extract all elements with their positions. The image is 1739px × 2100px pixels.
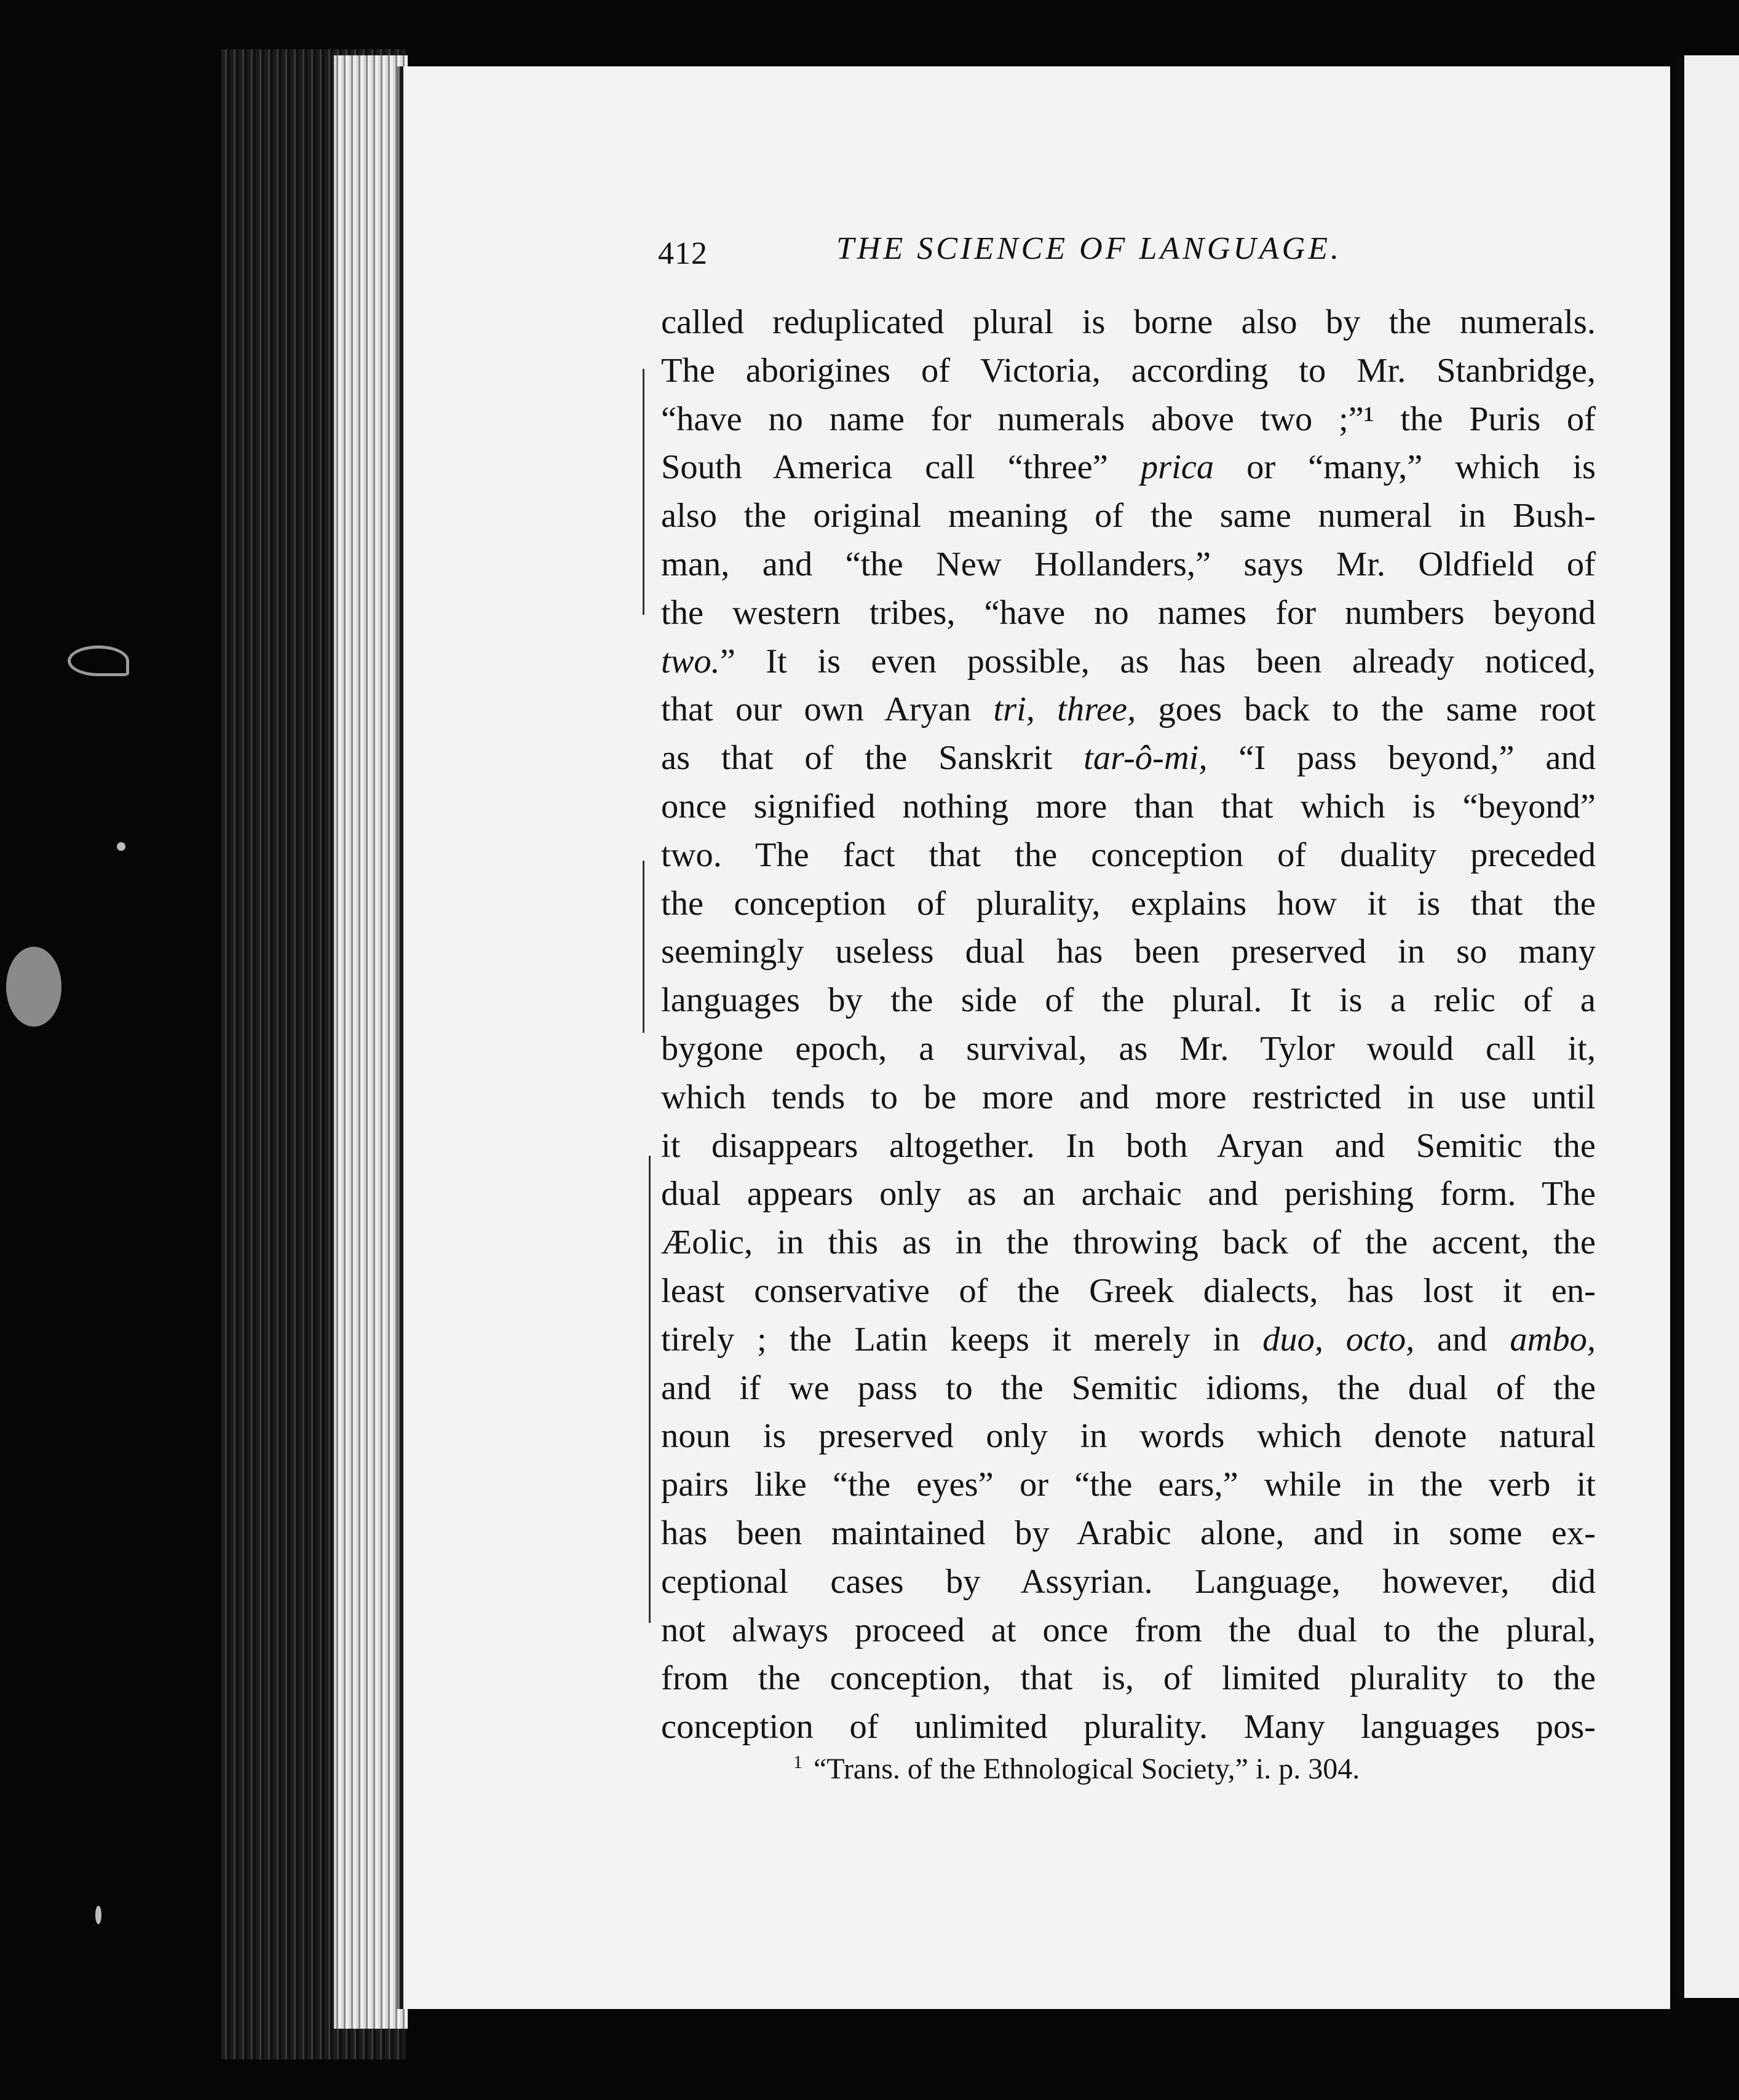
text-line — [661, 540, 1596, 589]
text-line — [661, 1025, 1596, 1073]
text-line — [661, 347, 1596, 395]
text-line — [661, 1170, 1596, 1218]
italic-segment: two. — [661, 642, 720, 681]
text-line — [661, 976, 1596, 1025]
text-line — [661, 1412, 1596, 1461]
text-line — [661, 492, 1596, 540]
text-segment: bygone epoch, a survival, as Mr. Tylor would call it, — [661, 1029, 1596, 1068]
text-segment: the conception of plurality, explains how it is that the — [661, 884, 1596, 923]
scan-speck — [117, 842, 125, 851]
text-line — [661, 928, 1596, 976]
page-header — [658, 231, 1593, 274]
text-segment: called reduplicated plural is borne also by the numerals. — [661, 303, 1596, 341]
text-segment: or “many,” which is — [1214, 448, 1596, 487]
text-line — [661, 831, 1596, 880]
text-segment: as that of the Sanskrit — [661, 739, 1084, 778]
margin-pencil-line — [643, 861, 644, 1033]
body-text — [661, 298, 1596, 1751]
margin-pencil-line — [643, 369, 644, 615]
text-segment: it disappears altogether. In both Aryan and Semitic the — [661, 1126, 1596, 1165]
italic-segment: prica — [1140, 448, 1214, 487]
footnote — [793, 1752, 1531, 1786]
text-segment: man, and “the New Hollanders,” says Mr. Oldfield of — [661, 545, 1596, 583]
text-segment: languages by the side of the plural. It is a relic of a — [661, 981, 1596, 1020]
text-segment: and if we pass to the Semitic idioms, the dual of the — [661, 1368, 1596, 1407]
text-line — [661, 734, 1596, 783]
text-line — [661, 589, 1596, 638]
scan-speck — [95, 1906, 101, 1924]
text-segment: dual appears only as an archaic and perishing form. The — [661, 1175, 1596, 1214]
text-segment: conception of unlimited plurality. Many languages pos- — [661, 1708, 1596, 1747]
text-segment: not always proceed at once from the dual to the plural, — [661, 1611, 1596, 1649]
text-line — [661, 1122, 1596, 1170]
text-segment: “have no name for numerals above two ;”¹ the Puris of — [661, 400, 1596, 438]
text-segment: “I pass beyond,” and — [1207, 739, 1596, 778]
text-segment: pairs like “the eyes” or “the ears,” while in the verb it — [661, 1466, 1596, 1504]
italic-segment: duo, octo, — [1262, 1320, 1415, 1359]
text-segment: which tends to be more and more restricted in use until — [661, 1078, 1596, 1116]
margin-pencil-line — [649, 1156, 651, 1623]
text-line — [661, 1073, 1596, 1122]
text-segment: noun is preserved only in words which denote natural — [661, 1417, 1596, 1456]
text-line — [661, 1267, 1596, 1316]
text-line — [661, 1654, 1596, 1703]
footnote-text: “Trans. of the Ethnological Society,” i. p. 304. — [814, 1753, 1360, 1785]
text-line — [661, 1316, 1596, 1364]
text-line — [661, 1606, 1596, 1655]
text-segment: least conservative of the Greek dialects, has lost it en- — [661, 1271, 1596, 1310]
scan-speck — [68, 645, 129, 676]
running-title: THE SCIENCE OF LANGUAGE. — [836, 231, 1342, 266]
text-line — [661, 1509, 1596, 1558]
text-line — [661, 880, 1596, 928]
text-segment: and — [1414, 1320, 1510, 1359]
text-segment: tirely ; the Latin keeps it merely in — [661, 1320, 1263, 1359]
text-segment: has been maintained by Arabic alone, and in some ex- — [661, 1514, 1596, 1552]
text-line — [661, 1703, 1596, 1751]
text-segment: the western tribes, “have no names for numbers beyond — [661, 593, 1596, 632]
text-line — [661, 1364, 1596, 1413]
text-line — [661, 443, 1596, 492]
text-segment: two. The fact that the conception of duality preceded — [661, 835, 1596, 874]
text-line — [661, 1558, 1596, 1606]
text-line — [661, 298, 1596, 347]
text-segment: ceptional cases by Assyrian. Language, however, did — [661, 1562, 1596, 1601]
text-segment: goes back to the same root — [1136, 690, 1596, 729]
text-line — [661, 638, 1596, 686]
text-segment: once signified nothing more than that which is “beyond” — [661, 787, 1596, 826]
scan-speck — [6, 947, 61, 1027]
footnote-mark: 1 — [793, 1752, 802, 1772]
text-line — [661, 783, 1596, 831]
page-stack-edges — [332, 55, 408, 2029]
facing-page-edge — [1676, 55, 1739, 1998]
text-segment: seemingly useless dual has been preserved in so many — [661, 933, 1596, 971]
italic-segment: tri, three, — [993, 690, 1136, 729]
text-line — [661, 685, 1596, 734]
text-segment: that our own Aryan — [661, 690, 994, 729]
text-line — [661, 1461, 1596, 1509]
italic-segment: tar-ô-mi, — [1083, 739, 1208, 778]
page-number: 412 — [658, 236, 708, 271]
italic-segment: ambo, — [1510, 1320, 1596, 1359]
text-line — [661, 395, 1596, 444]
text-segment: ” It is even possible, as has been already noticed, — [719, 642, 1596, 681]
text-segment: also the original meaning of the same numeral in Bush- — [661, 497, 1596, 535]
text-segment: Æolic, in this as in the throwing back of the accent, the — [661, 1223, 1596, 1262]
text-line — [661, 1218, 1596, 1267]
text-segment: South America call “three” — [661, 448, 1141, 487]
text-segment: from the conception, that is, of limited plurality to the — [661, 1659, 1596, 1698]
text-segment: The aborigines of Victoria, according to Mr. Stanbridge, — [661, 351, 1596, 390]
